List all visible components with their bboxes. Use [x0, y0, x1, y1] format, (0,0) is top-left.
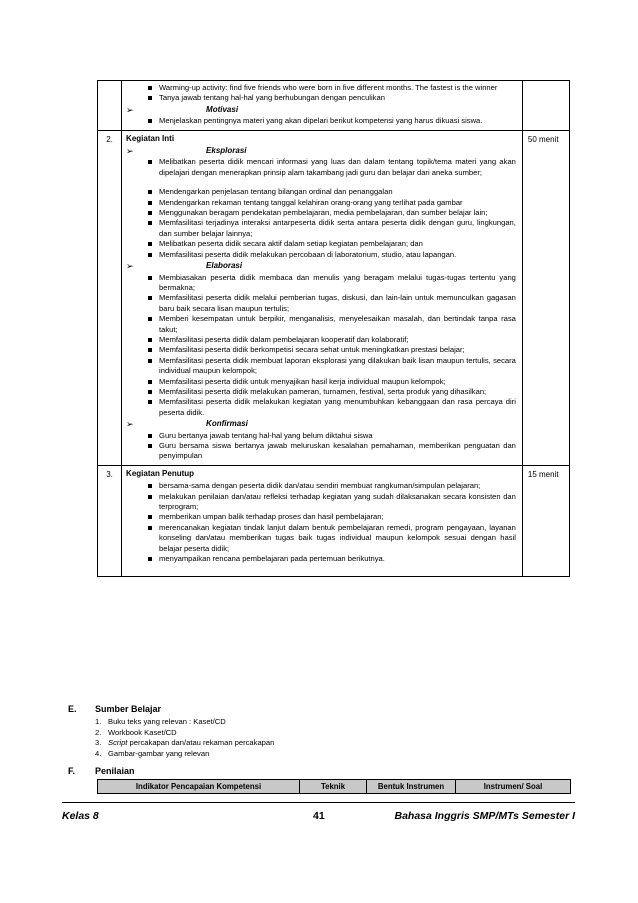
konfirmasi-label: Konfirmasi [206, 419, 248, 429]
list-item: memberikan umpan balik terhadap proses dan hasil pembelajaran; [126, 512, 516, 522]
section-e-title: Sumber Belajar [95, 704, 162, 714]
konfirmasi-list [126, 431, 516, 462]
elaborasi-list [126, 273, 516, 419]
list-item: Memfasilitasi peserta didik membuat laporan eksplorasi yang dilakukan baik lisan maupun tertulis, secara individual maupun kelompok; [126, 356, 516, 377]
footer-divider [62, 802, 575, 803]
arrow-bullet-icon: ➢ [126, 261, 134, 272]
list-item: Tanya jawab tentang hal-hal yang berhubungan dengan penculikan [126, 93, 516, 103]
list-item: Menjelaskan pentingnya materi yang akan dipelari berikut kompetensi yang harus dikuasi siswa. [126, 116, 516, 126]
header-indikator: Indikator Pencapaian Kompetensi [98, 780, 300, 794]
list-item: Memfasilitasi peserta didik dalam pembelajaran kooperatif dan kolaboratif; [126, 335, 516, 345]
section-f-letter: F. [68, 766, 76, 776]
list-item: Memfasilitasi peserta didik melakukan kegiatan yang menumbuhkan kebanggaan dan rasa percaya diri peserta didik. [126, 397, 516, 418]
table-row-continued [98, 81, 570, 131]
activity-table [97, 80, 570, 577]
footer-page-number: 41 [313, 810, 325, 822]
eksplorasi-list-2 [126, 187, 516, 260]
list-item: Memfasilitasi peserta didik melalui pemberian tugas, diskusi, dan lain-lain untuk memunculkan gagasan baru baik secara lisan maupun tertulis; [126, 293, 516, 314]
footer-class: Kelas 8 [62, 810, 99, 822]
list-item: Guru bertanya jawab tentang hal-hal yang belum diktahui siswa [126, 431, 516, 441]
list-item [95, 717, 274, 728]
table-row-penutup [98, 465, 570, 577]
item-number: 2. [95, 727, 102, 737]
motivasi-heading [126, 105, 516, 115]
list-item: Menggunakan beragam pendekatan pembelajaran, media pembelajaran, dan sumber belajar lain; [126, 208, 516, 218]
item-text: percakapan dan/atau rekaman percakapan [127, 738, 275, 747]
sumber-belajar-list [95, 717, 274, 759]
list-item: Memfasilitasi peserta didik melakukan percobaan di laboratorium, studio, atau lapangan. [126, 250, 516, 260]
item-number: 1. [95, 717, 102, 726]
penilaian-table [97, 779, 571, 794]
section-e-letter: E. [68, 704, 77, 714]
item-text: Gambar-gambar yang relevan [108, 748, 210, 758]
item-prefix: Script [108, 738, 128, 747]
row-number: 2. [98, 130, 122, 465]
elaborasi-label: Elaborasi [206, 261, 243, 271]
table-row-inti [98, 130, 570, 465]
list-item: Memfasilitasi terjadinya interaksi antarpeserta didik serta antara peserta didik dengan guru, lingkungan, dan sumber belajar lainnya; [126, 218, 516, 239]
list-item: melakukan penilaian dan/atau refleksi terhadap kegiatan yang sudah dilaksanakan secara konsisten dan terprogram; [126, 492, 516, 513]
list-item: menyampaikan rencana pembelajaran pada pertemuan berikutnya. [126, 554, 516, 564]
time-allocation: 50 menit [522, 130, 569, 465]
list-item: Mendengarkan rekaman tentang tanggal kelahiran orang-orang yang terlihat pada gambar [126, 198, 516, 208]
header-bentuk-instrumen: Bentuk Instrumen [367, 780, 456, 794]
eksplorasi-list-1 [126, 157, 516, 178]
list-item: Memfasilitasi peserta didik untuk menyajikan hasil kerja individual maupun kelompok; [126, 377, 516, 387]
activity-cell [122, 81, 523, 131]
eksplorasi-label: Eksplorasi [206, 146, 247, 156]
list-item: Memfasilitasi peserta didik berkompetisi secara sehat untuk meningkatkan prestasi belajar; [126, 345, 516, 355]
list-item: Mendengarkan penjelasan tentang bilangan ordinal dan penanggalan [126, 187, 516, 197]
item-number: 3. [95, 738, 102, 747]
row-number: 3. [98, 465, 122, 577]
item-text: Workbook Kaset/CD [108, 727, 177, 737]
footer-book-title: Bahasa Inggris SMP/MTs Semester I [394, 810, 575, 822]
time-cell [522, 81, 569, 131]
header-teknik: Teknik [300, 780, 367, 794]
kegiatan-penutup-heading: Kegiatan Penutup [126, 468, 195, 478]
list-item: Melibatkan peserta didik secara aktif dalam setiap kegiatan pembelajaran; dan [126, 239, 516, 249]
arrow-bullet-icon: ➢ [126, 105, 134, 116]
time-allocation: 15 menit [522, 465, 569, 577]
motivasi-list [126, 116, 516, 126]
arrow-bullet-icon: ➢ [126, 146, 134, 157]
list-item: Warming-up activity: find five friends who were born in five different months. The fastest is the winner [126, 83, 516, 93]
motivasi-label: Motivasi [206, 104, 239, 114]
header-instrumen-soal: Instrumen/ Soal [456, 780, 571, 794]
number-cell [98, 81, 122, 131]
list-item: Melibatkan peserta didik mencari informasi yang luas dan dalam tentang topik/tema materi yang akan dipelajari dengan menerapkan prinsip alam takambang jadi guru dan belajar dari aneka sumber; [126, 157, 516, 178]
activity-cell [122, 130, 523, 465]
list-item: merencanakan kegiatan tindak lanjut dalam bentuk pembelajaran remedi, program pengayaan, layanan konseling dan/atau memberikan tugas baik tugas individual maupun kelompok sesuai dengan hasil belajar peserta didik; [126, 523, 516, 554]
list-item: Membiasakan peserta didik membaca dan menulis yang beragam melalui tugas-tugas tertentu yang bermakna; [126, 273, 516, 294]
item-number: 4. [95, 748, 102, 758]
list-item [95, 749, 274, 760]
arrow-bullet-icon: ➢ [126, 419, 134, 430]
activity-cell [122, 465, 523, 577]
list-item: Guru bersama siswa bertanya jawab meluruskan kesalahan pemahaman, memberikan penguatan dan penyimpulan [126, 441, 516, 462]
warmup-list [126, 83, 516, 104]
konfirmasi-heading [126, 419, 516, 429]
list-item: Memberi kesempatan untuk berpikir, menganalisis, menyelesaikan masalah, dan bertindak tanpa rasa takut; [126, 314, 516, 335]
list-item: bersama-sama dengan peserta didik dan/atau sendiri membuat rangkuman/simpulan pelajaran; [126, 481, 516, 491]
penilaian-header-row [98, 780, 571, 794]
penutup-list [126, 481, 516, 564]
kegiatan-inti-heading: Kegiatan Inti [126, 133, 175, 143]
elaborasi-heading [126, 261, 516, 271]
list-item [95, 728, 274, 739]
item-text: Buku teks yang relevan : Kaset/CD [108, 717, 226, 726]
list-item [95, 738, 274, 749]
section-f-title: Penilaian [95, 766, 135, 776]
eksplorasi-heading [126, 146, 516, 156]
list-item: Memfasilitasi peserta didik melakukan pameran, turnamen, festival, serta produk yang dihasilkan; [126, 387, 516, 397]
